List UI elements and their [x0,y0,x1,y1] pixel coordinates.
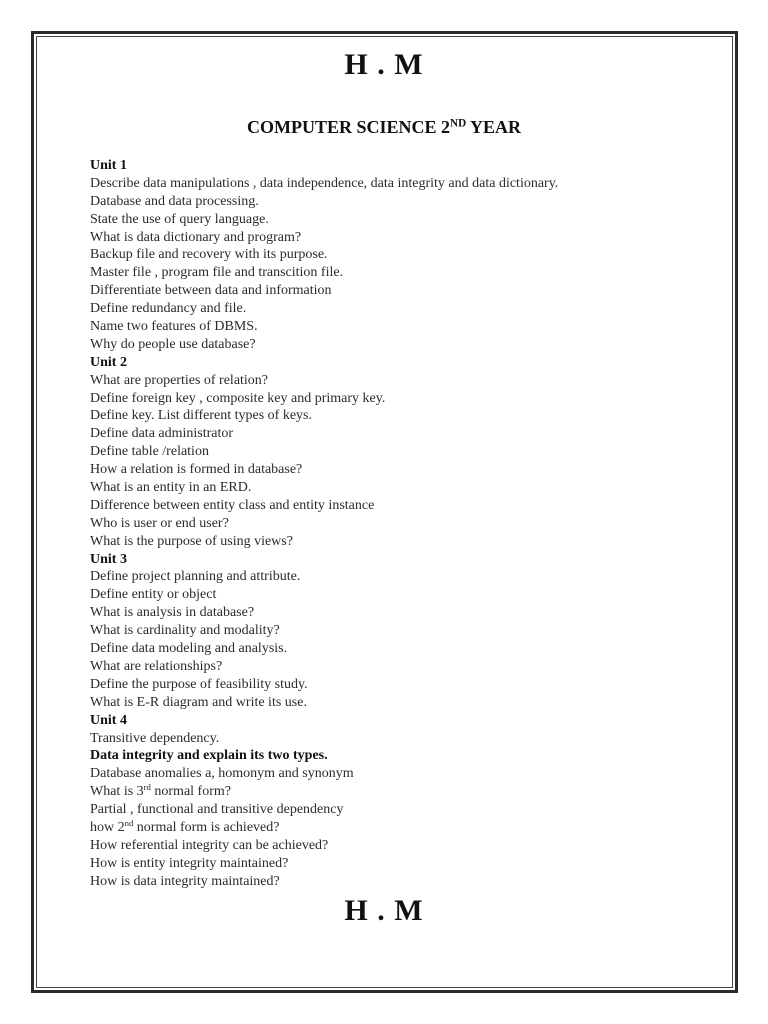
question-item: Partial , functional and transitive dependency [90,802,344,818]
question-item: Difference between entity class and entity instance [90,497,375,513]
ordinal-superscript: nd [124,817,134,828]
question-item: Define data administrator [90,426,234,442]
question-item: Transitive dependency. [90,730,220,746]
question-item: What is E-R diagram and write its use. [90,694,307,710]
question-item: Name two features of DBMS. [90,319,258,335]
title-suffix: YEAR [466,117,521,137]
question-item: Database and data processing. [90,193,259,209]
question-item: What is analysis in database? [90,605,255,621]
unit-heading: Unit 4 [90,712,127,728]
question-list [90,157,710,891]
question-item: How is entity integrity maintained? [90,855,289,871]
question-item: Master file , program file and transcition file. [90,265,344,281]
question-item: Database anomalies a, homonym and synonym [90,766,354,782]
question-item: Describe data manipulations , data independence, data integrity and data dictionary. [90,175,559,191]
question-item [90,783,710,801]
document-title [0,117,768,138]
question-item: Define key. List different types of keys. [90,408,312,424]
ordinal-superscript: rd [143,781,151,792]
question-item-emphasized: Data integrity and explain its two types. [90,748,328,764]
question-item: What are relationships? [90,658,223,674]
question-item: Define project planning and attribute. [90,569,301,585]
header-mark-bottom: H . M [344,894,424,927]
question-text-suffix: normal form is achieved? [133,819,280,835]
question-item: What are properties of relation? [90,372,269,388]
question-item [90,819,710,837]
question-item: What is cardinality and modality? [90,623,280,639]
title-superscript: ND [450,117,467,130]
question-item: Define redundancy and file. [90,301,247,317]
unit-heading: Unit 3 [90,551,127,567]
question-item: Define foreign key , composite key and primary key. [90,390,386,406]
question-item: Define table /relation [90,444,209,460]
question-item: Differentiate between data and information [90,283,332,299]
question-item: Define data modeling and analysis. [90,641,288,657]
question-text-suffix: normal form? [150,784,231,800]
question-text: how 2 [90,819,125,835]
question-item: Backup file and recovery with its purpose. [90,247,328,263]
question-item: Define entity or object [90,587,217,603]
question-text: What is 3 [90,784,144,800]
title-prefix: COMPUTER SCIENCE 2 [247,117,451,137]
unit-heading: Unit 2 [90,354,127,370]
question-item: Define the purpose of feasibility study. [90,676,308,692]
question-item: How is data integrity maintained? [90,873,280,889]
question-item: State the use of query language. [90,211,269,227]
question-item: What is the purpose of using views? [90,533,293,549]
question-item: What is an entity in an ERD. [90,480,252,496]
question-item: Who is user or end user? [90,515,229,531]
question-item: How referential integrity can be achieved? [90,837,329,853]
unit-heading: Unit 1 [90,158,127,173]
question-item: How a relation is formed in database? [90,462,303,478]
header-mark-top: H . M [344,48,424,81]
question-item: What is data dictionary and program? [90,229,302,245]
question-item: Why do people use database? [90,336,256,352]
